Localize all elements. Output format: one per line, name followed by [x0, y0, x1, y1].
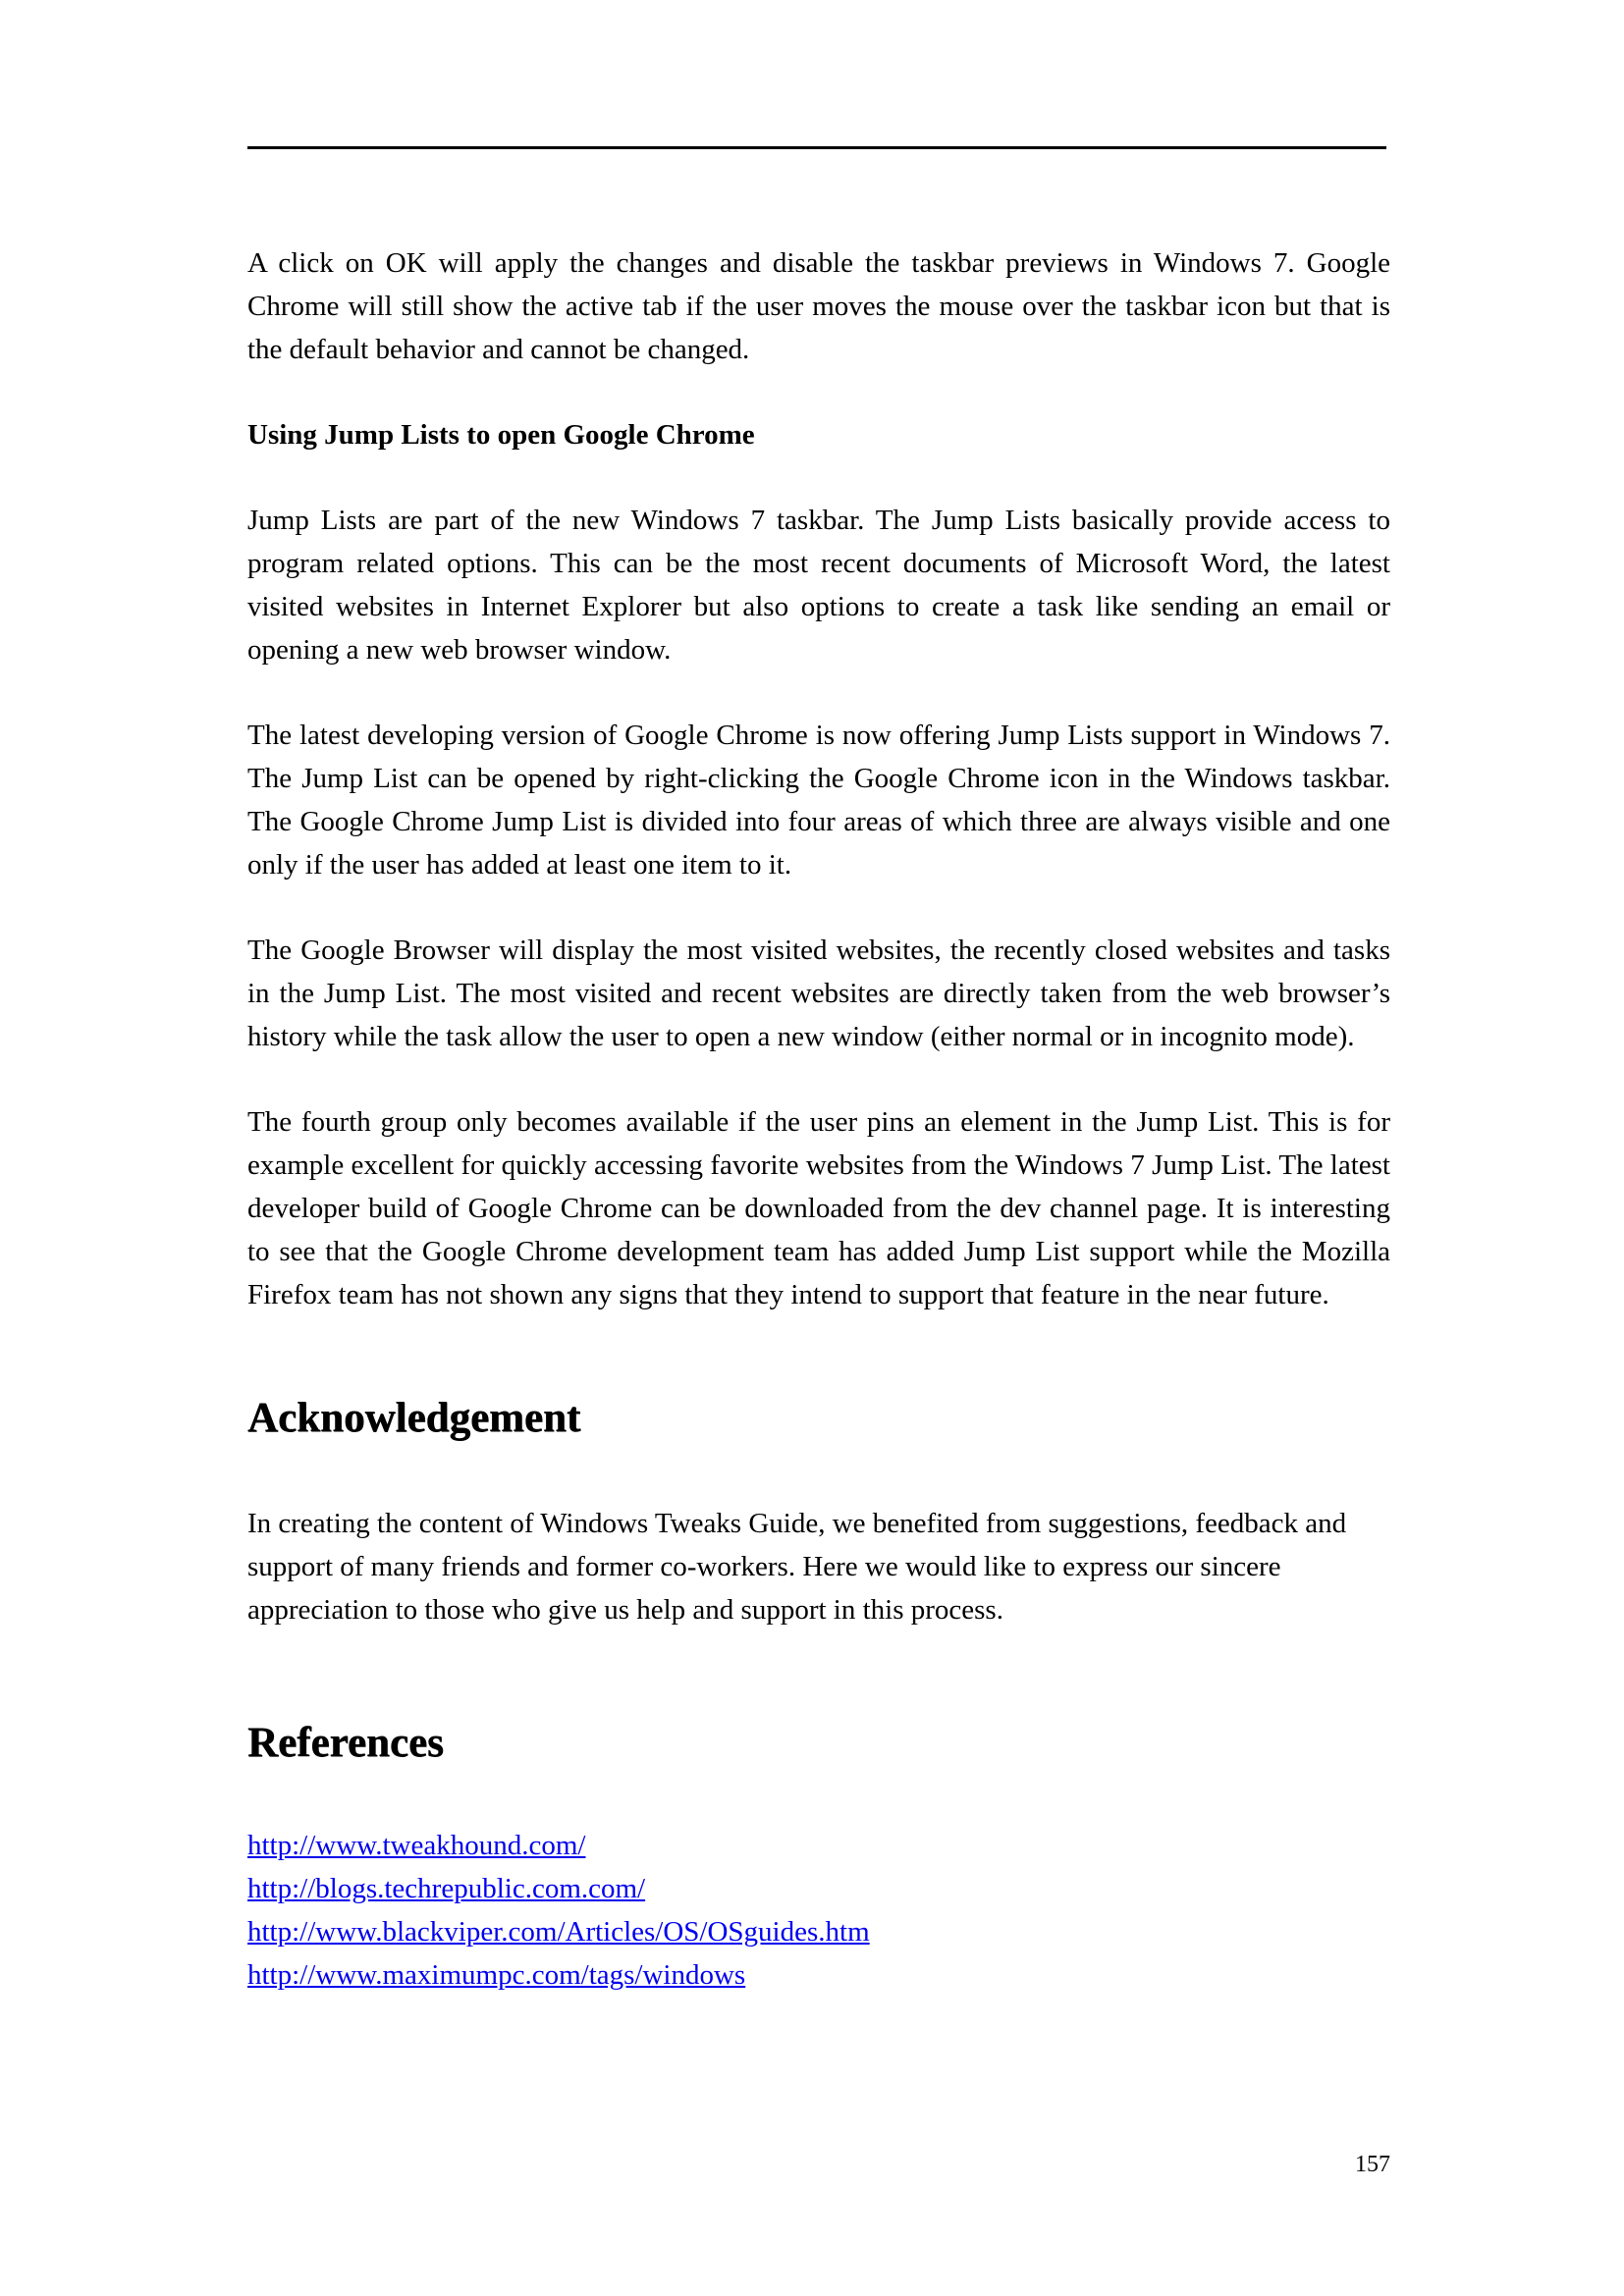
reference-item	[247, 1824, 1390, 1867]
reference-item	[247, 1953, 1390, 1997]
reference-link[interactable]: http://blogs.techrepublic.com.com/	[247, 1873, 646, 1904]
reference-link[interactable]: http://www.tweakhound.com/	[247, 1830, 586, 1861]
acknowledgement-heading: Acknowledgement	[247, 1395, 581, 1441]
body-paragraph: The fourth group only becomes available if the user pins an element in the Jump List. This is for example excellent for quickly accessing favorite websites from the Windows 7 Jump List. The latest developer build of Google Chrome can be downloaded from the dev channel page. It is interesting to see that the Google Chrome development team has added Jump List support while the Mozilla Firefox team has not shown any signs that they intend to support that feature in the near future.	[247, 1106, 1390, 1310]
reference-item	[247, 1910, 1390, 1953]
page-number: 157	[1355, 2152, 1390, 2177]
reference-link[interactable]: http://www.maximumpc.com/tags/windows	[247, 1959, 746, 1991]
body-paragraph: The latest developing version of Google Chrome is now offering Jump Lists support in Windows 7. The Jump List can be opened by right-clicking the Google Chrome icon in the Windows taskbar. The Google Chrome Jump List is divided into four areas of which three are always visible and one only if the user has added at least one item to it.	[247, 720, 1390, 881]
acknowledgement-text: In creating the content of Windows Tweaks Guide, we benefited from suggestions, feedback and support of many friends and former co-workers. Here we would like to express our sincere appreciation to those who give us help and support in this process.	[247, 1508, 1347, 1626]
reference-link[interactable]: http://www.blackviper.com/Articles/OS/OSguides.htm	[247, 1916, 870, 1948]
intro-paragraph: A click on OK will apply the changes and disable the taskbar previews in Windows 7. Google Chrome will still show the active tab if the user moves the mouse over the taskbar icon but that is the default behavior and cannot be changed.	[247, 247, 1390, 365]
page-content	[247, 241, 1390, 1997]
section-subheading: Using Jump Lists to open Google Chrome	[247, 419, 755, 451]
body-paragraph: Jump Lists are part of the new Windows 7 taskbar. The Jump Lists basically provide access to program related options. This can be the most recent documents of Microsoft Word, the latest visited websites in Internet Explorer but also options to create a task like sending an email or opening a new web browser window.	[247, 505, 1390, 666]
reference-item	[247, 1867, 1390, 1910]
references-heading: References	[247, 1720, 444, 1766]
body-paragraph: The Google Browser will display the most visited websites, the recently closed websites and tasks in the Jump List. The most visited and recent websites are directly taken from the web browser’s history while the task allow the user to open a new window (either normal or in incognito mode).	[247, 934, 1390, 1052]
references-list	[247, 1824, 1390, 1997]
header-rule	[247, 146, 1386, 149]
